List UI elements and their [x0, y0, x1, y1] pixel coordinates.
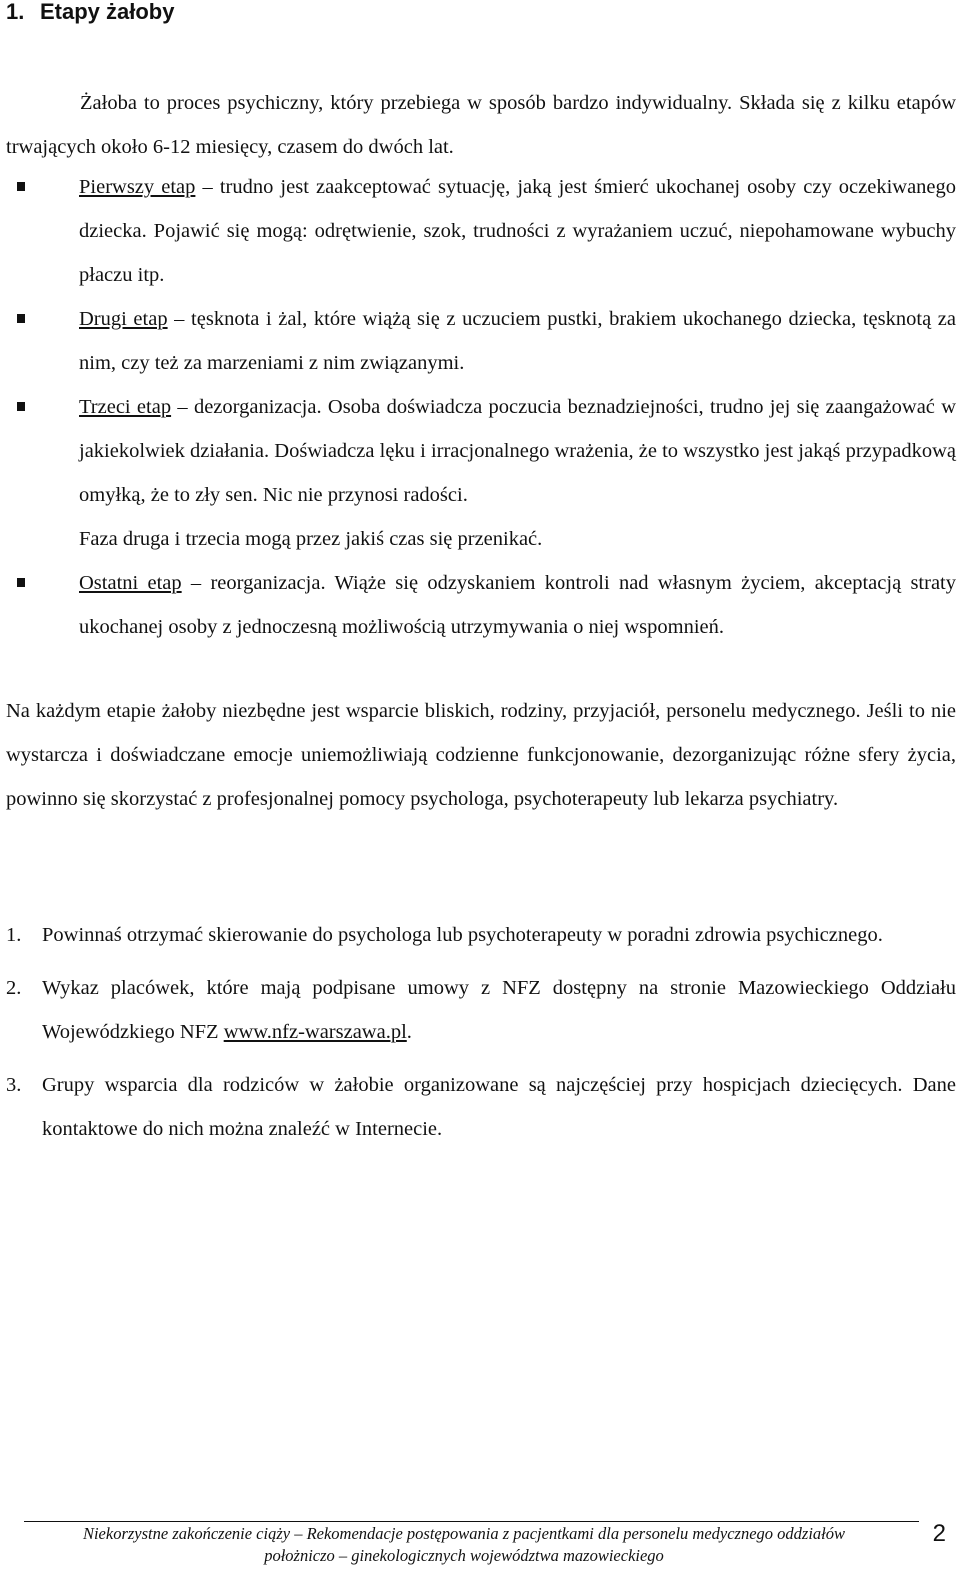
numbered-list [6, 913, 956, 1160]
footer-line-1: Niekorzystne zakończenie ciąży – Rekomendacje postępowania z pacjentkami dla personelu medycznego oddziałów [82, 1524, 846, 1543]
square-bullet-icon [17, 578, 25, 587]
stage-item [79, 297, 956, 385]
list-number: 2. [6, 977, 22, 999]
stage-item [79, 561, 956, 649]
list-number: 1. [6, 924, 22, 946]
square-bullet-icon [17, 182, 25, 191]
intro-paragraph: Żałoba to proces psychiczny, który przebiega w sposób bardzo indywidualny. Składa się z kilku etapów trwających około 6-12 miesięcy, czasem do dwóch lat. [6, 92, 956, 158]
footer-divider [24, 1521, 919, 1522]
stage-text: tęsknota i żal, które wiążą się z uczuciem pustki, brakiem ukochanego dziecka, tęsknotą za nim, czy też za marzeniami z nim związanymi. [79, 308, 956, 374]
square-bullet-icon [17, 314, 25, 323]
list-item [6, 966, 956, 1054]
stage-item [79, 385, 956, 561]
list-text: Grupy wsparcia dla rodziców w żałobie organizowane są najczęściej przy hospicjach dziecięcych. Dane kontaktowe do nich można znaleźć w Internecie. [42, 1074, 956, 1140]
nfz-website-link[interactable]: www.nfz-warszawa.pl [223, 1021, 407, 1043]
stage-dash: – [171, 396, 194, 418]
stage-title: Trzeci etap [79, 396, 172, 418]
page-footer [24, 1523, 904, 1567]
footer-line-2: położniczo – ginekologicznych województwa mazowieckiego [264, 1546, 664, 1565]
page-number: 2 [932, 1520, 946, 1547]
list-text: Powinnaś otrzymać skierowanie do psychologa lub psychoterapeuty w poradni zdrowia psychicznego. [42, 924, 883, 946]
section-heading [6, 0, 174, 27]
stage-dash: – [167, 308, 192, 330]
stage-title: Ostatni etap [79, 572, 182, 594]
stage-dash: – [195, 176, 220, 198]
stage-text: reorganizacja. Wiąże się odzyskaniem kontroli nad własnym życiem, akceptacją straty ukochanej osoby z jednoczesną możliwością utrzymywania o niej wspomnień. [79, 572, 956, 638]
summary-paragraph: Na każdym etapie żałoby niezbędne jest wsparcie bliskich, rodziny, przyjaciół, personelu medycznego. Jeśli to nie wystarcza i doświadczane emocje uniemożliwiają codzienne funkcjonowanie, dezorganizując różne sfery życia, powinno się skorzystać z profesjonalnej pomocy psychologa, psychoterapeuty lub lekarza psychiatry. [6, 700, 956, 810]
list-number: 3. [6, 1074, 22, 1096]
list-text: Wykaz placówek, które mają podpisane umowy z NFZ dostępny na stronie Mazowieckiego Oddziału Wojewódzkiego NFZ [42, 977, 956, 1043]
stages-list [0, 165, 960, 649]
stage-dash: – [181, 572, 211, 594]
stage-note: Faza druga i trzecia mogą przez jakiś czas się przenikać. [79, 528, 543, 550]
square-bullet-icon [17, 402, 25, 411]
stage-item [79, 165, 956, 297]
stage-text: trudno jest zaakceptować sytuację, jaką jest śmierć ukochanej osoby czy oczekiwanego dziecka. Pojawić się mogą: odrętwienie, szok, trudności z wyrażaniem uczuć, niepohamowane wybuchy płaczu itp. [79, 176, 957, 286]
list-item [6, 1063, 956, 1151]
stage-title: Pierwszy etap [79, 176, 196, 198]
stage-title: Drugi etap [79, 308, 168, 330]
section-number: 1. [6, 0, 25, 24]
section-title: Etapy żałoby [40, 0, 175, 24]
list-item [6, 913, 956, 957]
list-text-end: . [406, 1021, 412, 1043]
stage-text: dezorganizacja. Osoba doświadcza poczucia beznadziejności, trudno jej się zaangażować w jakiekolwiek działania. Doświadcza lęku i irracjonalnego wrażenia, że to wszystko jest jakąś przypadkową omyłką, że to zły sen. Nic nie przynosi radości. [79, 396, 957, 506]
